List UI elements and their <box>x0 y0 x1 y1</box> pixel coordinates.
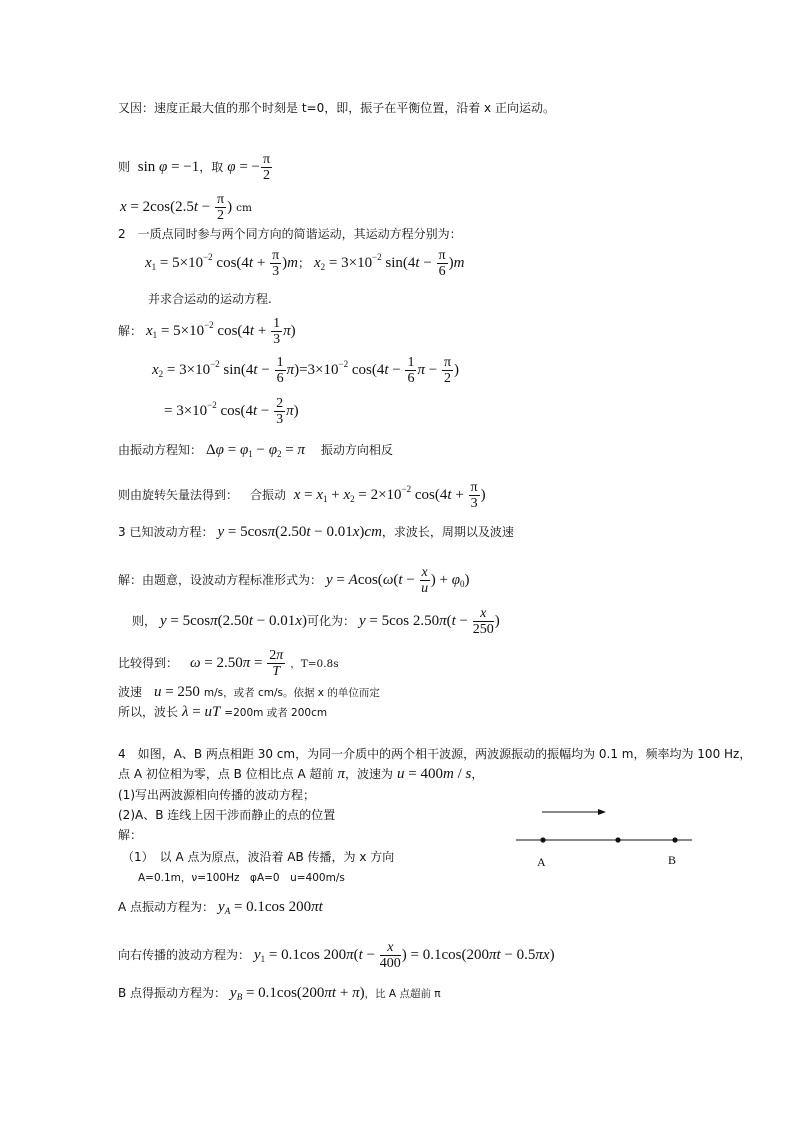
wavelength: 所以，波长 λ = uT =200m 或者 200cm <box>118 704 328 720</box>
compare-omega: 比较得到： ω = 2.50π = $\frac{2\pi}{T}$ ，T=0.8s <box>118 648 339 679</box>
problem-4-line-1: 4 如图，A、B 两点相距 30 cm，为同一介质中的两个相干波源，两波源振动的振幅均为 0.1 m，频率均为 100 Hz， <box>118 747 752 761</box>
problem-2-ask: 并求合运动的运动方程. <box>148 292 272 306</box>
answer-1: （1） 以 A 点为原点，波沿着 AB 传播，为 x 方向 <box>122 850 395 864</box>
question-2: (2)A、B 连线上因干涉而静止的点的位置 <box>118 808 336 822</box>
eq-sin-phi: 则 sin φ = −1，取 φ = − $\frac{\pi}{2}$ <box>118 152 271 183</box>
rotation-vector-result: 则由旋转矢量法得到： 合振动 $x = x_1 + x_2 = 2\times 10^{-2}$ cos(4t + $\frac{\pi}{3}$ ) <box>118 480 486 511</box>
solution-label: 解： <box>118 828 143 842</box>
eq-x1-x2: $x_1 = 5\times 10^{-2}$ cos(4t + $\frac{\pi}{3}$ )m； $x_2 = 3\times 10^{-2}$ sin(4t − $\frac{\pi}{6}$ )m <box>145 248 465 279</box>
text-line-1: 又因：速度正最大值的那个时刻是 t=0，即，振子在平衡位置，沿着 x 正向运动。 <box>118 101 555 115</box>
eq-right-wave: 向右传播的波动方程为： $y_1 = 0.1\cos$ 200π(t − $\frac{x}{400}$ ) = 0.1cos(200πt − 0.5πx) <box>118 940 555 971</box>
wave-source-diagram <box>510 800 700 872</box>
eq-point-b: B 点得振动方程为： $y_B = 0.1\cos(200\pi t + \pi)$，比 A 点超前 π <box>118 985 441 1002</box>
solution-x1: 解： $x_1 = 5\times 10^{-2}$ cos(4t + $\frac{1}{3}$ π) <box>118 316 296 347</box>
solution-x2-result: = $3\times 10^{-2}$ cos(4t − $\frac{2}{3}$ π) <box>164 396 299 427</box>
problem-3-solution: 解：由题意，设波动方程标准形式为： y = Acos(ω(t − $\frac{x}{u}$ ) + $\varphi_0$) <box>118 565 470 596</box>
eq-point-a: A 点振动方程为： $y_A = 0.1\cos$ 200πt <box>118 899 323 916</box>
label-b: B <box>668 853 677 867</box>
problem-3-head: 3 已知波动方程： y = 5cosπ(2.50t − 0.01x)cm，求波长，周期以及波速 <box>118 524 514 540</box>
middle-point-dot <box>615 837 620 842</box>
eq-x: x = 2cos(2.5t − $\frac{\pi}{2}$ ) cm <box>120 192 252 223</box>
answer-1-params: A=0.1m，ν=100Hz φA=0 u=400m/s <box>138 872 345 884</box>
wave-speed: 波速 u = 250 m/s，或者 cm/s。依据 x 的单位而定 <box>118 684 380 700</box>
point-a-dot <box>540 837 545 842</box>
phase-difference: 由振动方程知： $\Delta\varphi = \varphi_1 - \varphi_2 = \pi$ 振动方向相反 <box>118 442 393 459</box>
problem-3-rewrite: 则， y = 5cosπ(2.50t − 0.01x)可化为： y = 5cos 2.50π(t − $\frac{x}{250}$ ) <box>132 606 500 637</box>
direction-arrow-icon <box>598 809 606 815</box>
question-1: (1)写出两波源相向传播的波动方程； <box>118 788 315 802</box>
problem-4-line-2: 点 A 初位相为零，点 B 位相比点 A 超前 π，波速为 u = 400m / s， <box>118 766 484 782</box>
problem-2-head: 2 一质点同时参与两个同方向的简谐运动，其运动方程分别为： <box>118 227 462 241</box>
label-a: A <box>537 855 546 869</box>
point-b-dot <box>672 837 677 842</box>
solution-x2: $x_2 = 3\times 10^{-2}$ sin(4t − $\frac{1}{6}$ $\pi)=3\times 10^{-2}$ cos(4t − $\frac{1}{6}$ π − $\frac{\pi}{2}$ ) <box>152 355 460 386</box>
